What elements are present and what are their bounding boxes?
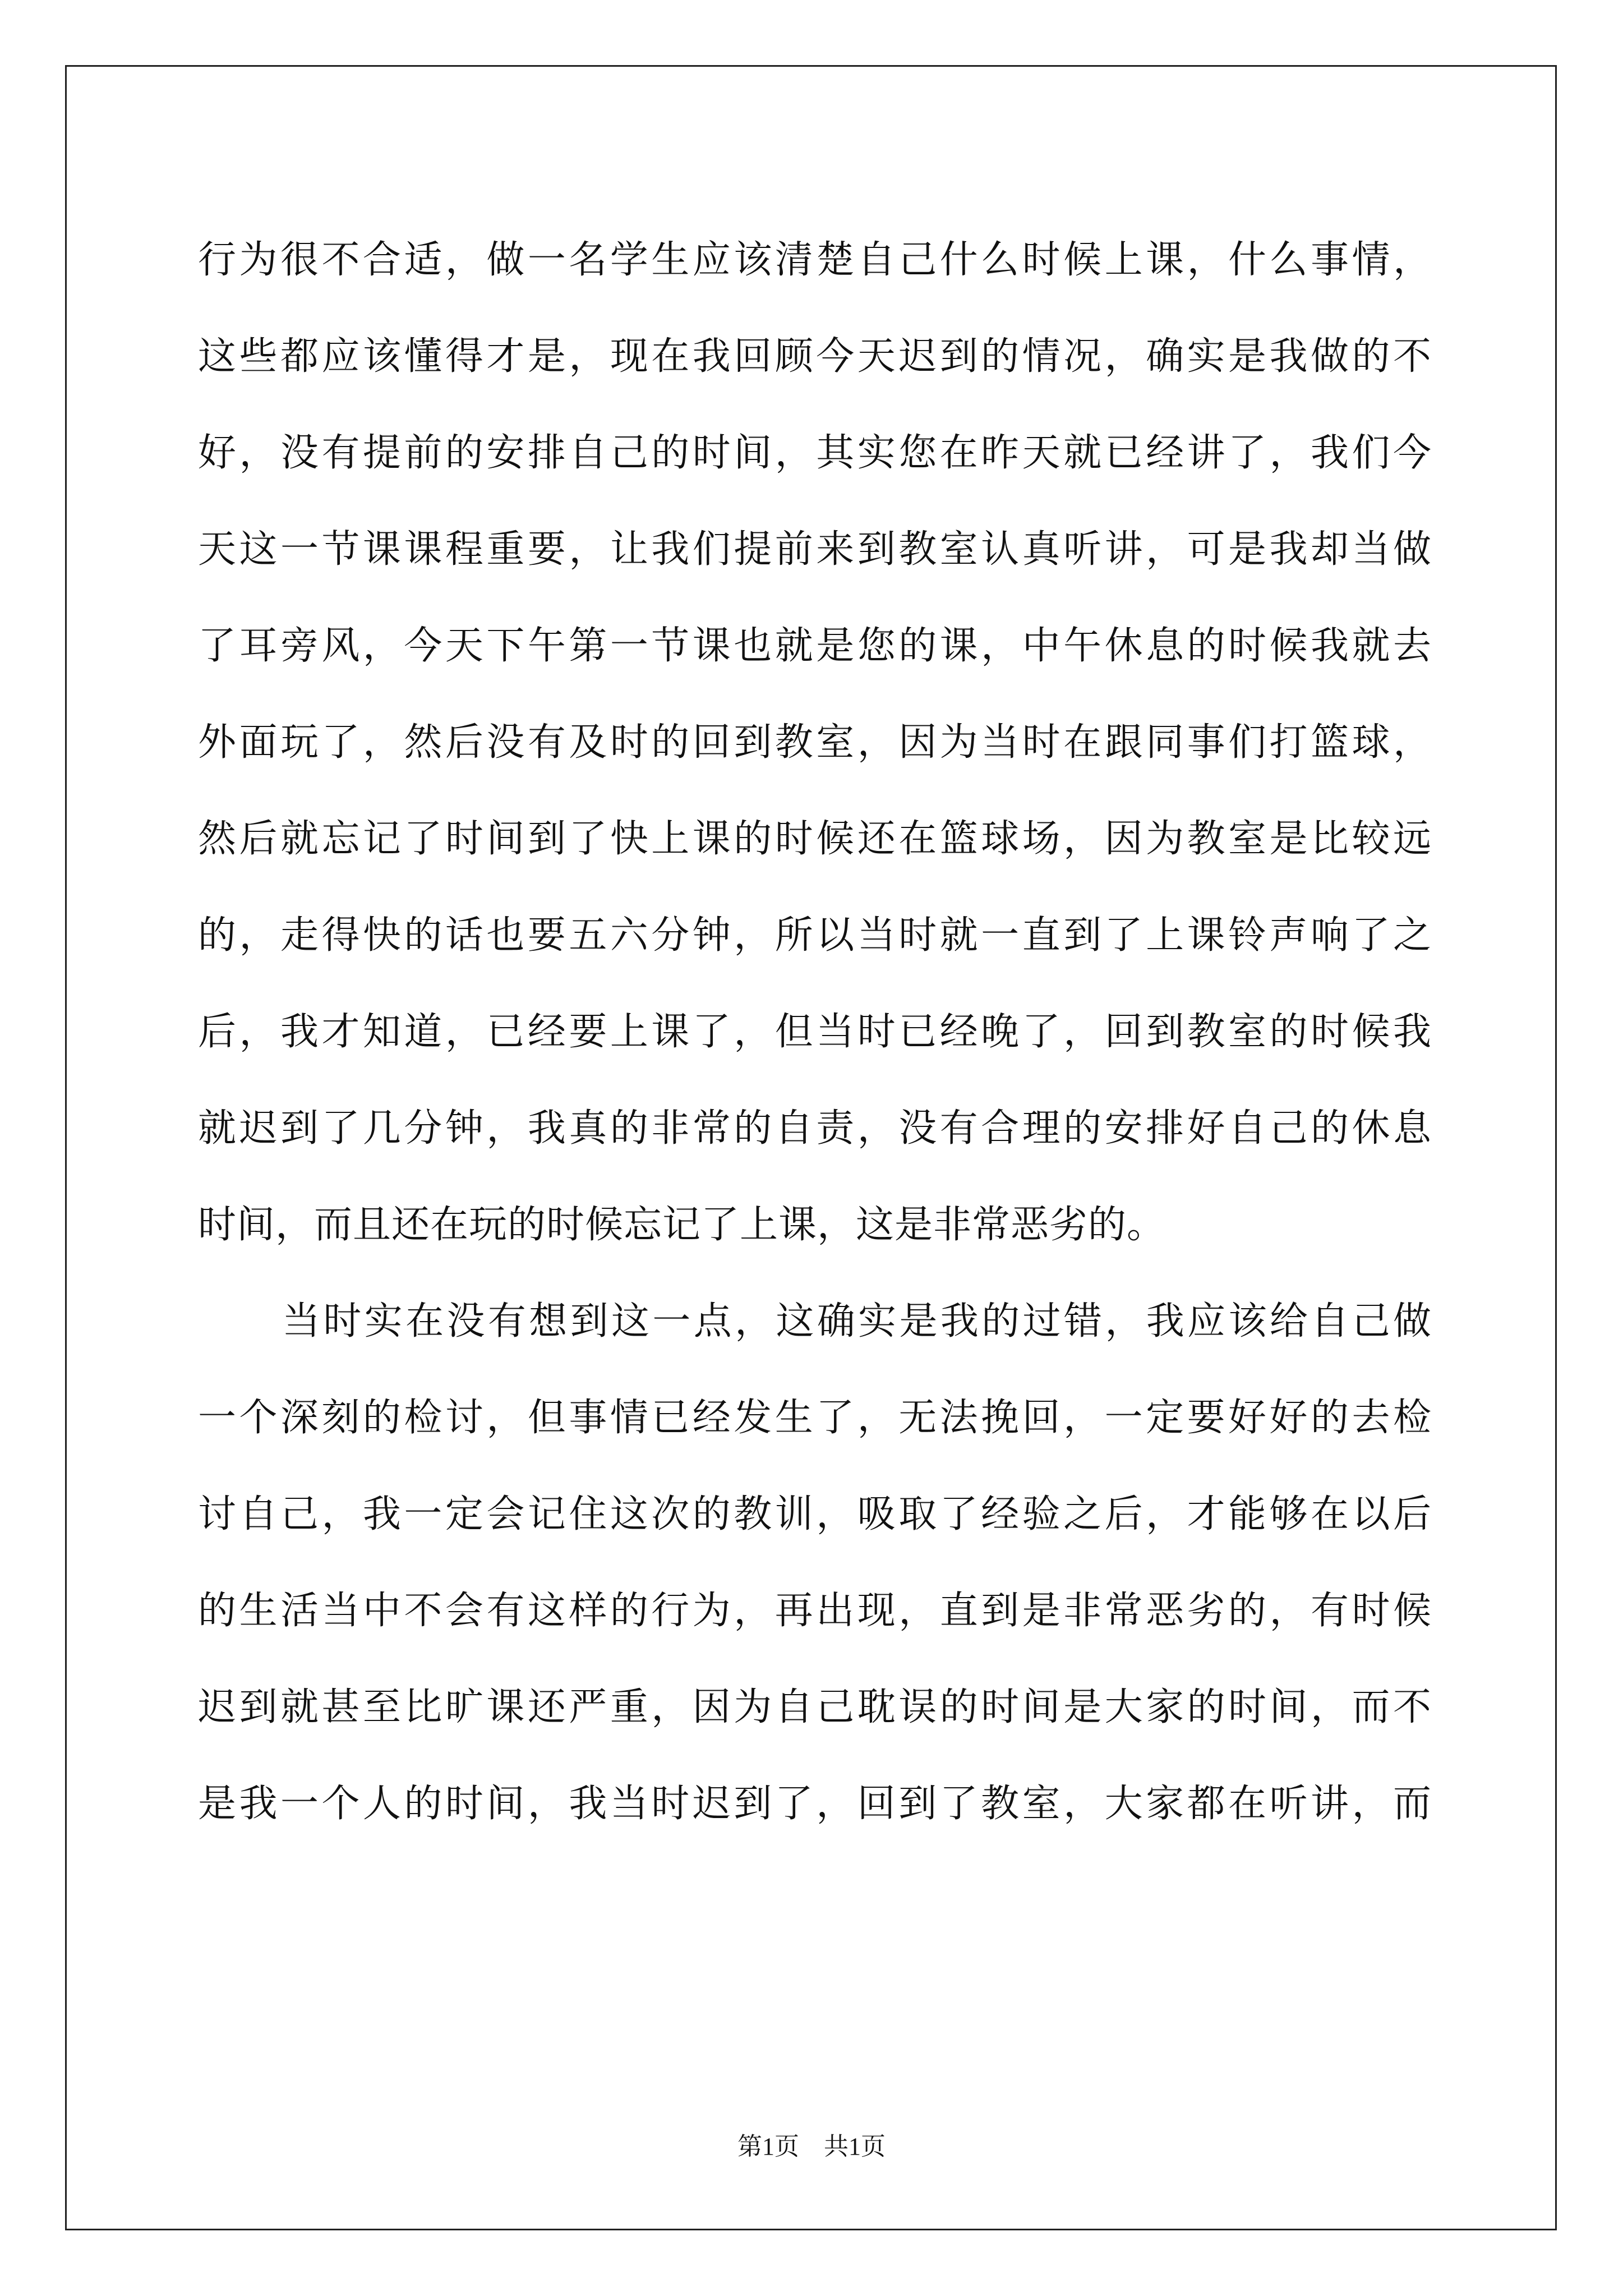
- text-line: 然后就忘记了时间到了快上课的时候还在篮球场，因为教室是比较远: [198, 817, 1432, 861]
- paragraph-first-line: 当时实在没有想到这一点，这确实是我的过错，我应该给自己做: [282, 1299, 1432, 1343]
- text-line: 天这一节课课程重要，让我们提前来到教室认真听讲，可是我却当做: [198, 527, 1432, 572]
- text-line: 外面玩了，然后没有及时的回到教室，因为当时在跟同事们打篮球，: [198, 720, 1432, 765]
- text-line: 是我一个人的时间，我当时迟到了，回到了教室，大家都在听讲，而: [198, 1782, 1432, 1826]
- text-line: 这些都应该懂得才是，现在我回顾今天迟到的情况，确实是我做的不: [198, 334, 1432, 379]
- text-line: 迟到就甚至比旷课还严重，因为自己耽误的时间是大家的时间，而不: [198, 1685, 1432, 1729]
- text-line: 讨自己，我一定会记住这次的教训，吸取了经验之后，才能够在以后: [198, 1492, 1432, 1536]
- document-body: [198, 212, 1432, 1852]
- text-line: 好，没有提前的安排自己的时间，其实您在昨天就已经讲了，我们今: [198, 431, 1432, 475]
- text-line: 的生活当中不会有这样的行为，再出现，直到是非常恶劣的，有时候: [198, 1589, 1432, 1633]
- text-line: 的，走得快的话也要五六分钟，所以当时就一直到了上课铃声响了之: [198, 913, 1432, 958]
- text-line: 一个深刻的检讨，但事情已经发生了，无法挽回，一定要好好的去检: [198, 1396, 1432, 1440]
- page-number-footer: 第1页 共1页: [737, 2133, 886, 2160]
- text-line: 后，我才知道，已经要上课了，但当时已经晚了，回到教室的时候我: [198, 1010, 1432, 1054]
- text-line: 就迟到了几分钟，我真的非常的自责，没有合理的安排好自己的休息: [198, 1106, 1432, 1151]
- text-line: 了耳旁风，今天下午第一节课也就是您的课，中午休息的时候我就去: [198, 624, 1432, 668]
- text-line: 时间，而且还在玩的时候忘记了上课，这是非常恶劣的。: [198, 1203, 1166, 1247]
- text-line: 行为很不合适，做一名学生应该清楚自己什么时候上课，什么事情，: [198, 238, 1432, 282]
